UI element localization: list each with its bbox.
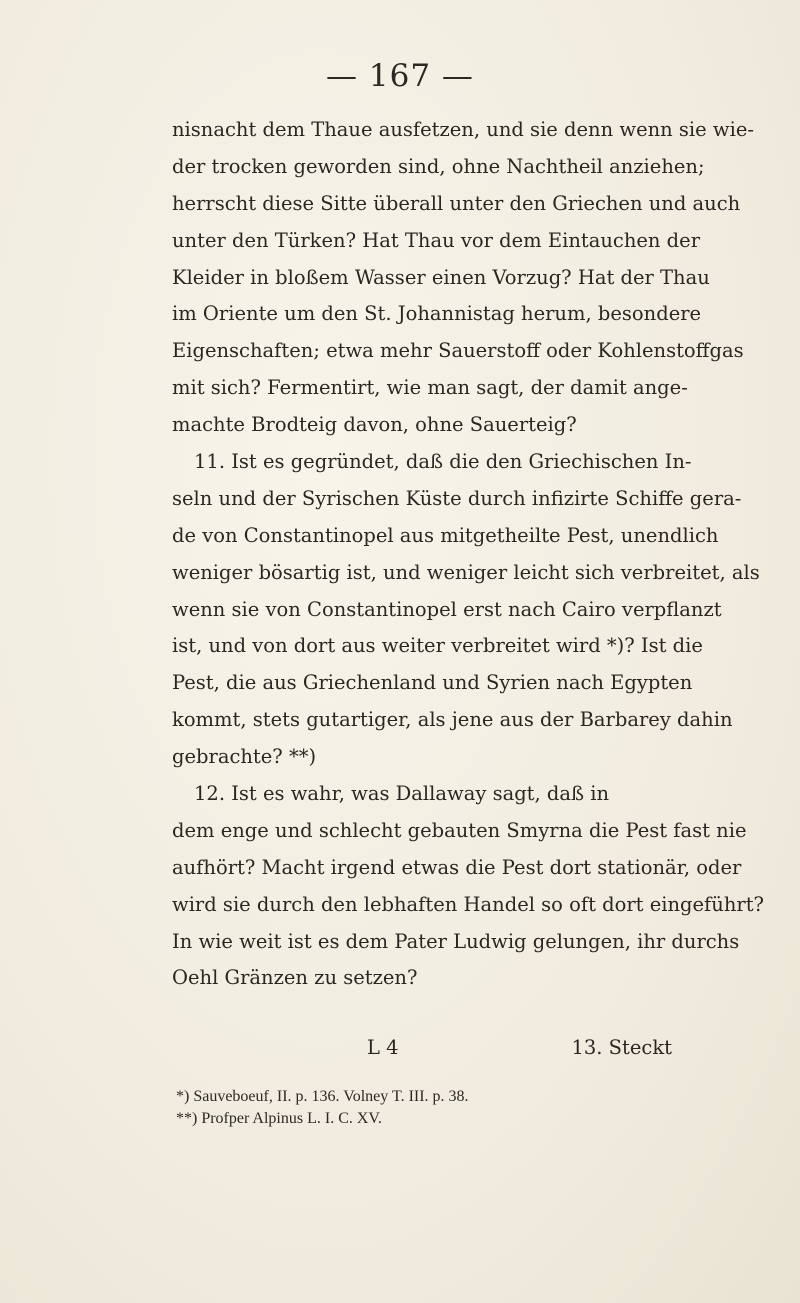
footnote: **) Profper Alpinus L. I. C. XV. — [176, 1110, 382, 1127]
body-text — [172, 112, 764, 997]
text-line: machte Brodteig davon, ohne Sauerteig? — [172, 413, 577, 437]
text-line: wenn sie von Constantinopel erst nach Cairo verpflanzt — [172, 597, 722, 621]
signature-mark: L 4 — [367, 1036, 399, 1059]
text-line: 11. Ist es gegründet, daß die den Griechischen In- — [194, 450, 692, 474]
text-line: de von Constantinopel aus mitgetheilte Pest, unendlich — [172, 523, 719, 547]
footnotes — [176, 1086, 676, 1130]
catchword: 13. Steckt — [571, 1036, 672, 1059]
text-line: gebrachte? **) — [172, 745, 317, 769]
text-line: ist, und von dort aus weiter verbreitet wird *)? Ist die — [172, 634, 703, 658]
text-line: seln und der Syrischen Küste durch infizirte Schiffe gera- — [172, 486, 742, 510]
text-line: mit sich? Fermentirt, wie man sagt, der damit ange- — [172, 376, 688, 400]
text-line: kommt, stets gutartiger, als jene aus der Barbarey dahin — [172, 708, 733, 732]
text-line: 12. Ist es wahr, was Dallaway sagt, daß in — [194, 782, 610, 806]
text-line: Pest, die aus Griechenland und Syrien nach Egypten — [172, 671, 693, 695]
text-line: herrscht diese Sitte überall unter den Griechen und auch — [172, 191, 741, 215]
text-line: wird sie durch den lebhaften Handel so oft dort eingeführt? — [172, 892, 764, 916]
page-number: — 167 — — [326, 58, 474, 94]
text-line: Kleider in bloßem Wasser einen Vorzug? Hat der Thau — [172, 265, 710, 289]
footnote: *) Sauveboeuf, II. p. 136. Volney T. III. p. 38. — [176, 1088, 469, 1105]
text-line: dem enge und schlecht gebauten Smyrna die Pest fast nie — [172, 818, 747, 842]
text-line: aufhört? Macht irgend etwas die Pest dort stationär, oder — [172, 855, 742, 879]
text-line: In wie weit ist es dem Pater Ludwig gelungen, ihr durchs — [172, 929, 740, 953]
text-line: unter den Türken? Hat Thau vor dem Eintauchen der — [172, 228, 701, 252]
text-line: Oehl Gränzen zu setzen? — [172, 966, 418, 990]
signature-row — [172, 1036, 672, 1072]
text-line: nisnacht dem Thaue ausfetzen, und sie denn wenn sie wie- — [172, 118, 754, 141]
text-line: der trocken geworden sind, ohne Nachtheil anziehen; — [172, 154, 705, 178]
text-line: weniger bösartig ist, und weniger leicht sich verbreitet, als — [172, 560, 760, 584]
text-line: im Oriente um den St. Johannistag herum, besondere — [172, 302, 702, 326]
text-line: Eigenschaften; etwa mehr Sauerstoff oder Kohlenstoffgas — [172, 339, 744, 363]
